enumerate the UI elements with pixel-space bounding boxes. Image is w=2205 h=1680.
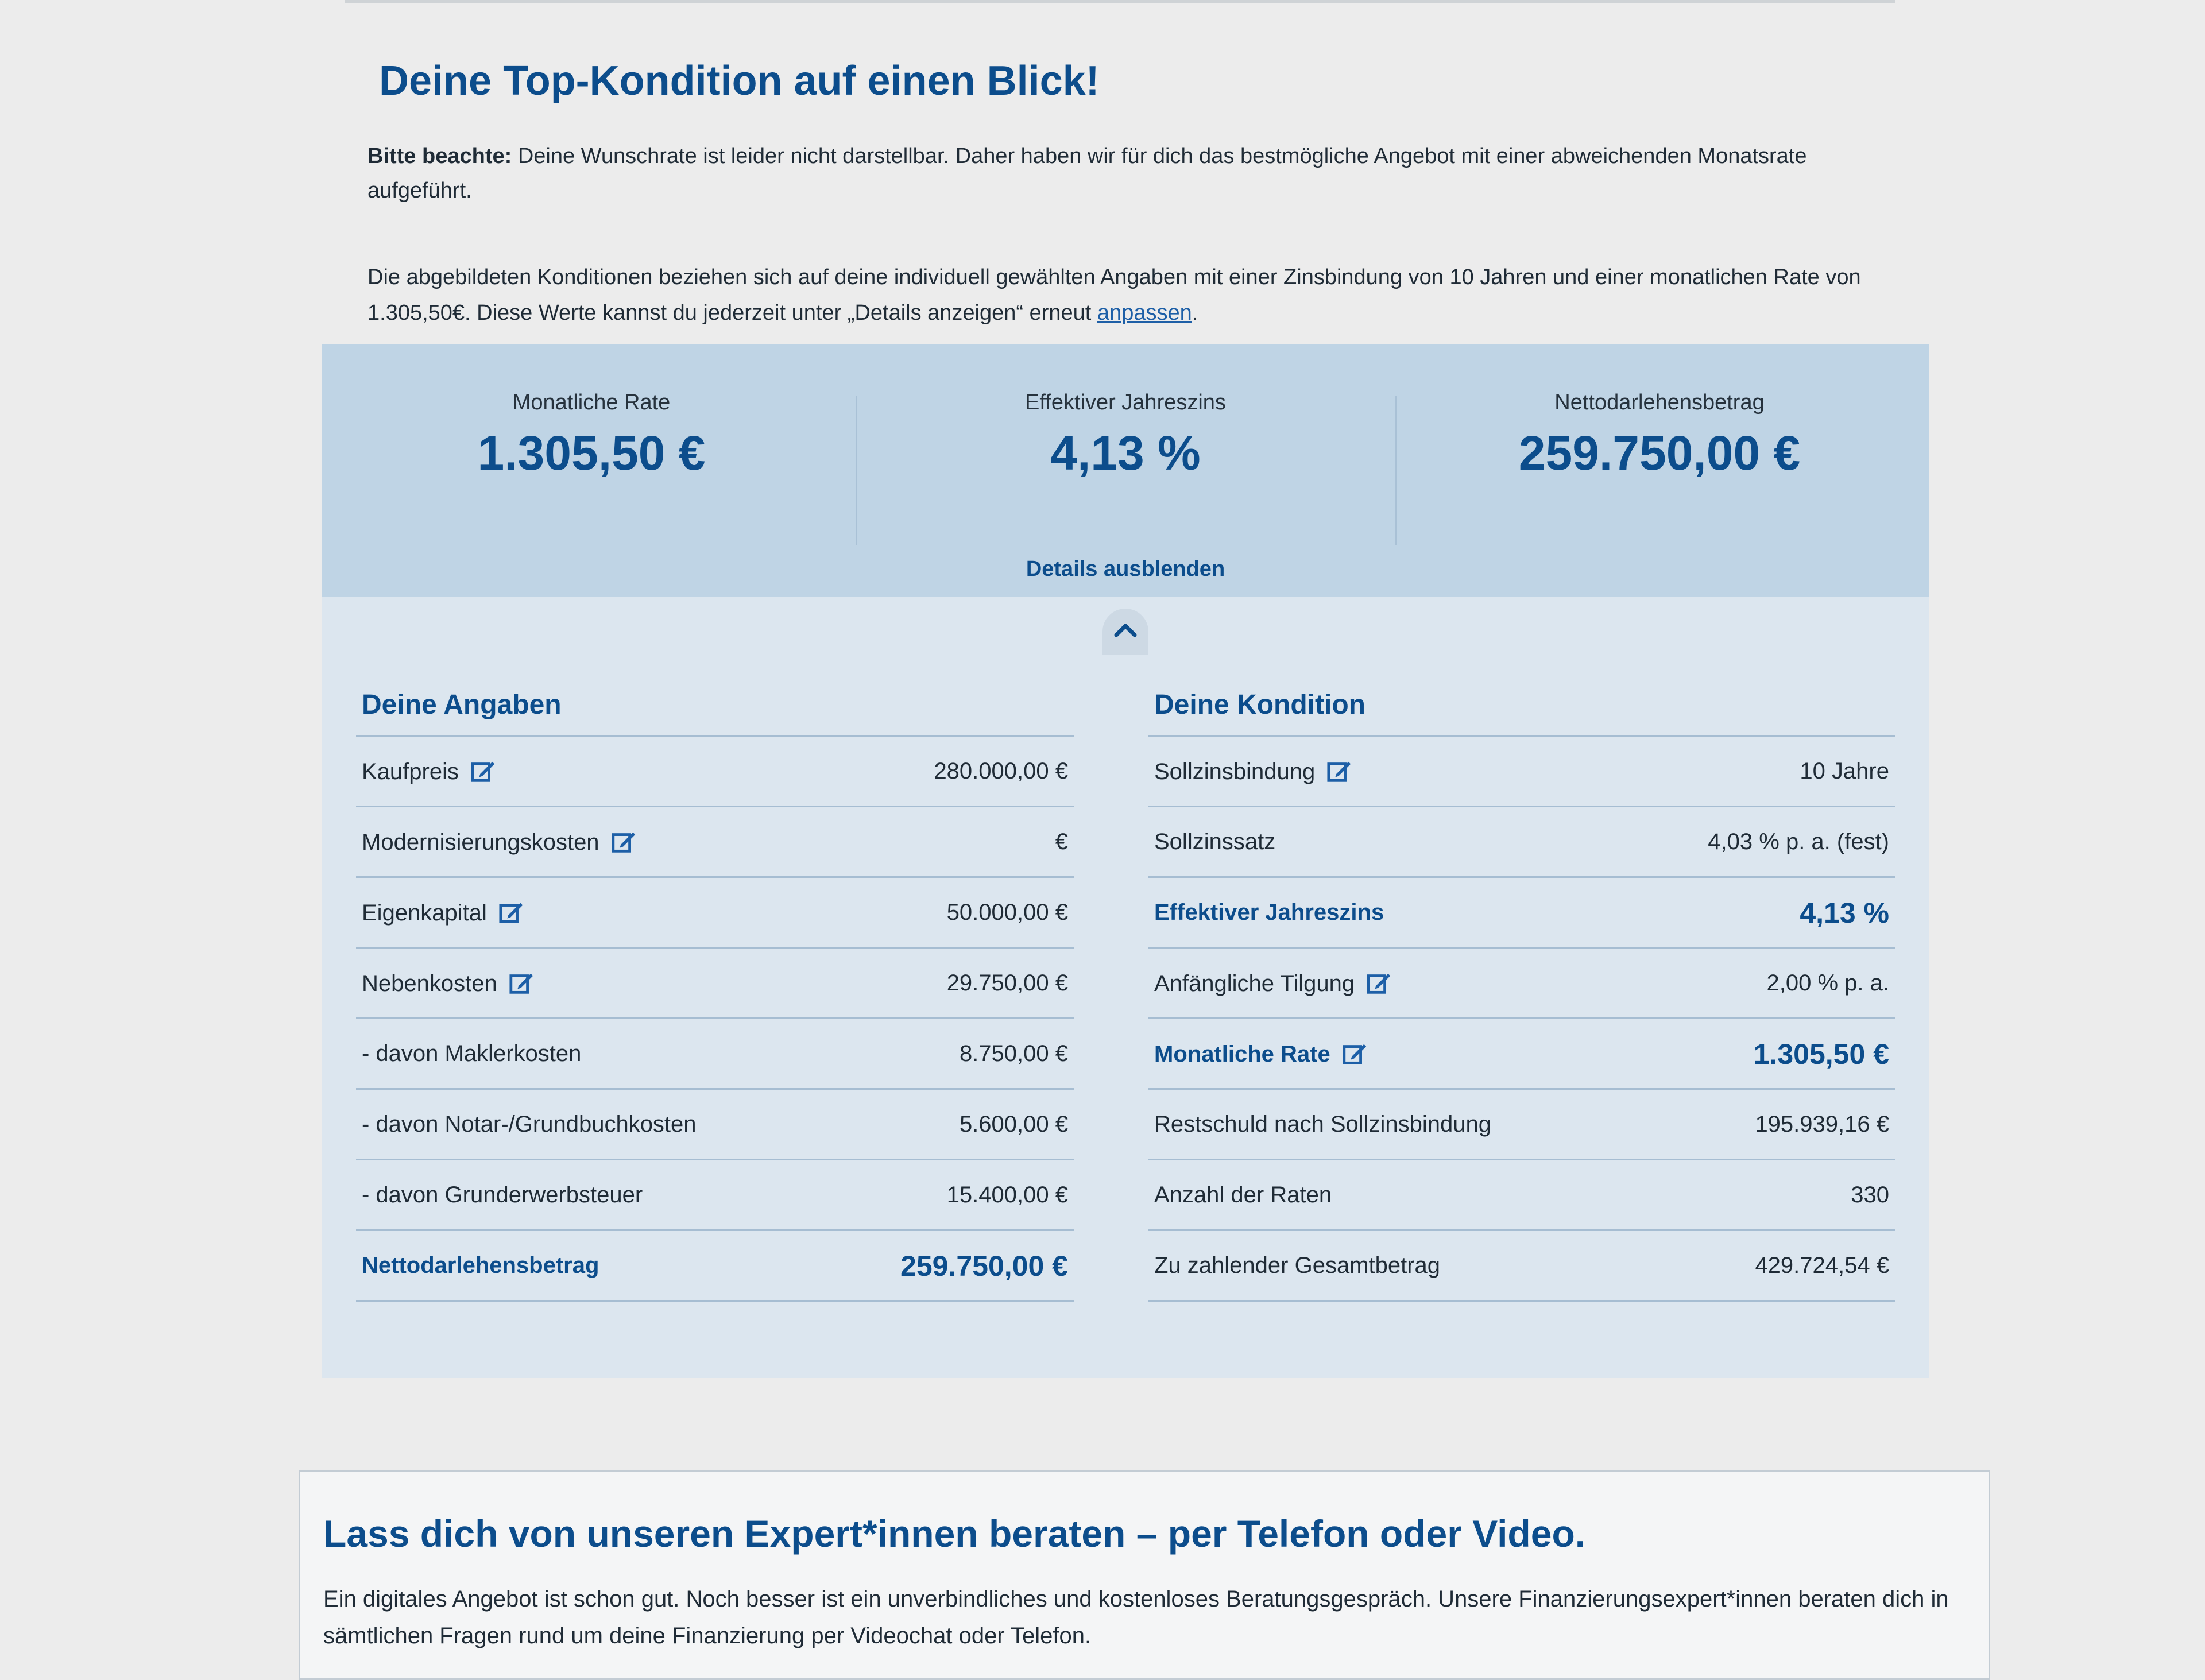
row-label: Sollzinsbindung [1154,758,1316,784]
row-label: Anzahl der Raten [1154,1182,1332,1207]
page-title: Deine Top-Kondition auf einen Blick! [379,58,1100,104]
row-value: € [1055,829,1068,854]
table-row [356,807,1074,878]
row-value: 330 [1851,1182,1889,1207]
row-label: Monatliche Rate [1154,1041,1330,1067]
table-row [1148,737,1895,807]
summary-value: 259.750,00 € [1518,426,1801,480]
summary-divider [1395,396,1397,545]
conditions-text [368,260,1906,331]
table-row [1148,807,1895,878]
summary-net-loan [1413,390,1906,481]
row-value: 29.750,00 € [946,970,1068,996]
table-row [356,878,1074,949]
table-row [356,1019,1074,1090]
row-label: Eigenkapital [362,900,487,926]
expert-text: Ein digitales Angebot ist schon gut. Noch besser ist ein unverbindliches und kostenloses Beratungsgespräch. Unsere Finanzierungsexpert*innen beraten dich in sämtlichen Fragen rund um deine Finanzierung per Videochat oder Telefon. [323,1586,1949,1648]
notice-label: Bitte beachte: [368,144,512,168]
notice-text [368,139,1906,208]
your-details-table [356,689,1074,1302]
table-row [1148,1231,1895,1302]
edit-icon[interactable] [611,829,637,856]
row-value: 4,13 % [1800,897,1889,929]
conditions-body: Die abgebildeten Konditionen beziehen sich auf deine individuell gewählten Angaben mit einer Zinsbindung von 10 Jahren und einer monatlichen Rate von 1.305,50€. Diese Werte kannst du jederzeit unter „Details anzeigen“ erneut [368,265,1861,325]
table-row [1148,949,1895,1019]
summary-label: Effektiver Jahreszins [1025,390,1226,415]
edit-icon[interactable] [470,758,497,785]
expert-advice-box [299,1470,1990,1680]
your-details-title: Deine Angaben [356,689,1074,737]
row-value: 195.939,16 € [1755,1112,1889,1137]
edit-icon[interactable] [1326,758,1353,785]
summary-panel [322,344,1929,597]
collapse-button[interactable] [1102,609,1148,655]
summary-monthly-rate [345,390,838,481]
row-label: - davon Grunderwerbsteuer [362,1182,643,1207]
row-value: 280.000,00 € [934,758,1068,784]
row-label: Sollzinssatz [1154,829,1276,854]
row-value: 50.000,00 € [946,900,1068,925]
edit-icon[interactable] [1366,970,1392,997]
row-value: 259.750,00 € [900,1250,1068,1282]
edit-icon[interactable] [1342,1041,1368,1067]
table-row [1148,1160,1895,1231]
row-label: - davon Maklerkosten [362,1041,582,1066]
table-row-highlight [1148,878,1895,949]
your-condition-table [1148,689,1895,1302]
row-value: 5.600,00 € [959,1112,1068,1137]
summary-value: 1.305,50 € [477,426,706,480]
conditions-end: . [1192,301,1198,325]
chevron-up-icon [1113,617,1138,642]
row-label: Anfängliche Tilgung [1154,970,1355,996]
details-toggle-link[interactable]: Details ausblenden [1026,557,1225,581]
row-value: 2,00 % p. a. [1766,970,1889,996]
row-value: 4,03 % p. a. (fest) [1708,829,1889,854]
expert-title: Lass dich von unseren Expert*innen beraten – per Telefon oder Video. [323,1512,1586,1555]
offer-card [322,344,1929,1378]
row-value: 10 Jahre [1800,758,1889,784]
top-divider [345,0,1895,3]
summary-effective-rate [879,390,1372,481]
row-label: Nettodarlehensbetrag [362,1253,599,1278]
table-row [1148,1090,1895,1160]
summary-label: Monatliche Rate [512,390,671,415]
row-value: 429.724,54 € [1755,1253,1889,1278]
table-row-total [356,1231,1074,1302]
row-label: - davon Notar-/Grundbuchkosten [362,1112,697,1137]
adjust-link[interactable]: anpassen [1097,301,1192,325]
row-value: 1.305,50 € [1753,1038,1889,1070]
row-label: Modernisierungskosten [362,829,599,855]
edit-icon[interactable] [498,900,525,926]
row-label: Zu zahlender Gesamtbetrag [1154,1253,1441,1278]
table-row [356,949,1074,1019]
summary-divider [856,396,857,545]
table-row [356,1160,1074,1231]
table-row-highlight [1148,1019,1895,1090]
notice-body: Deine Wunschrate ist leider nicht darstellbar. Daher haben wir für dich das bestmögliche Angebot mit einer abweichenden Monatsrate aufgeführt. [368,144,1807,203]
row-label: Nebenkosten [362,970,497,996]
table-row [356,1090,1074,1160]
summary-value: 4,13 % [1050,426,1201,480]
table-row [356,737,1074,807]
row-label: Effektiver Jahreszins [1154,900,1384,925]
intro-section [368,57,1906,331]
row-label: Restschuld nach Sollzinsbindung [1154,1112,1492,1137]
row-label: Kaufpreis [362,758,459,784]
edit-icon[interactable] [509,970,535,997]
row-value: 15.400,00 € [946,1182,1068,1207]
summary-label: Nettodarlehensbetrag [1554,390,1765,415]
row-value: 8.750,00 € [959,1041,1068,1066]
your-condition-title: Deine Kondition [1148,689,1895,737]
